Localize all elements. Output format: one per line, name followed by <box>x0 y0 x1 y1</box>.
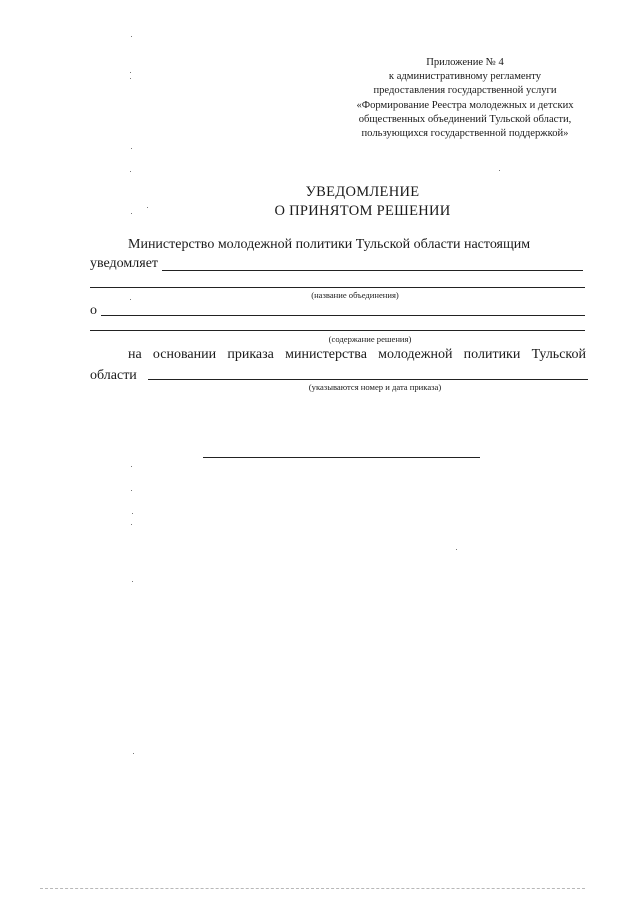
appendix-line: общественных объединений Тульской области, <box>358 113 572 125</box>
scan-dot <box>131 213 132 214</box>
scan-dot <box>133 753 134 754</box>
scan-dot <box>131 524 132 525</box>
association-name-caption: (название объединения) <box>311 290 399 300</box>
decision-line-2 <box>90 330 585 331</box>
intro-text: Министерство молодежной политики Тульской области настоящим <box>128 237 531 252</box>
appendix-line: к административному регламенту <box>388 71 542 83</box>
appendix-line: пользующихся государственной поддержкой» <box>361 128 569 140</box>
notifies-label: уведомляет <box>90 256 159 271</box>
decision-content-caption: (содержание решения) <box>328 334 412 344</box>
scan-dot <box>147 207 148 208</box>
appendix-number: Приложение № 4 <box>426 57 504 68</box>
scan-dot <box>130 171 131 172</box>
scan-edge-line <box>40 888 585 889</box>
basis-text: на основании приказа министерства молодежной политики Тульской <box>128 347 586 362</box>
scan-dot <box>132 513 133 514</box>
scan-dot <box>131 148 132 149</box>
appendix-header <box>330 56 600 141</box>
scan-dot <box>130 78 131 79</box>
scan-dot <box>130 72 131 73</box>
decision-line <box>101 315 585 316</box>
scan-dot <box>131 466 132 467</box>
association-name-line <box>162 270 583 271</box>
scan-dot <box>131 36 132 37</box>
region-label: области <box>90 368 137 383</box>
about-label: о <box>90 303 97 318</box>
scan-dot <box>131 490 132 491</box>
appendix-line: «Формирование Реестра молодежных и детских <box>356 99 574 111</box>
association-name-line-2 <box>90 287 585 288</box>
scan-dot <box>499 170 500 171</box>
scan-dot <box>130 299 131 300</box>
order-details-caption: (указываются номер и дата приказа) <box>308 382 442 392</box>
scan-dot <box>132 581 133 582</box>
document-title: УВЕДОМЛЕНИЕ <box>305 184 420 200</box>
signature-line <box>203 457 480 458</box>
order-details-line <box>148 379 588 380</box>
scan-dot <box>456 549 457 550</box>
appendix-line: предоставления государственной услуги <box>373 85 557 97</box>
document-subtitle: О ПРИНЯТОМ РЕШЕНИИ <box>274 203 451 219</box>
